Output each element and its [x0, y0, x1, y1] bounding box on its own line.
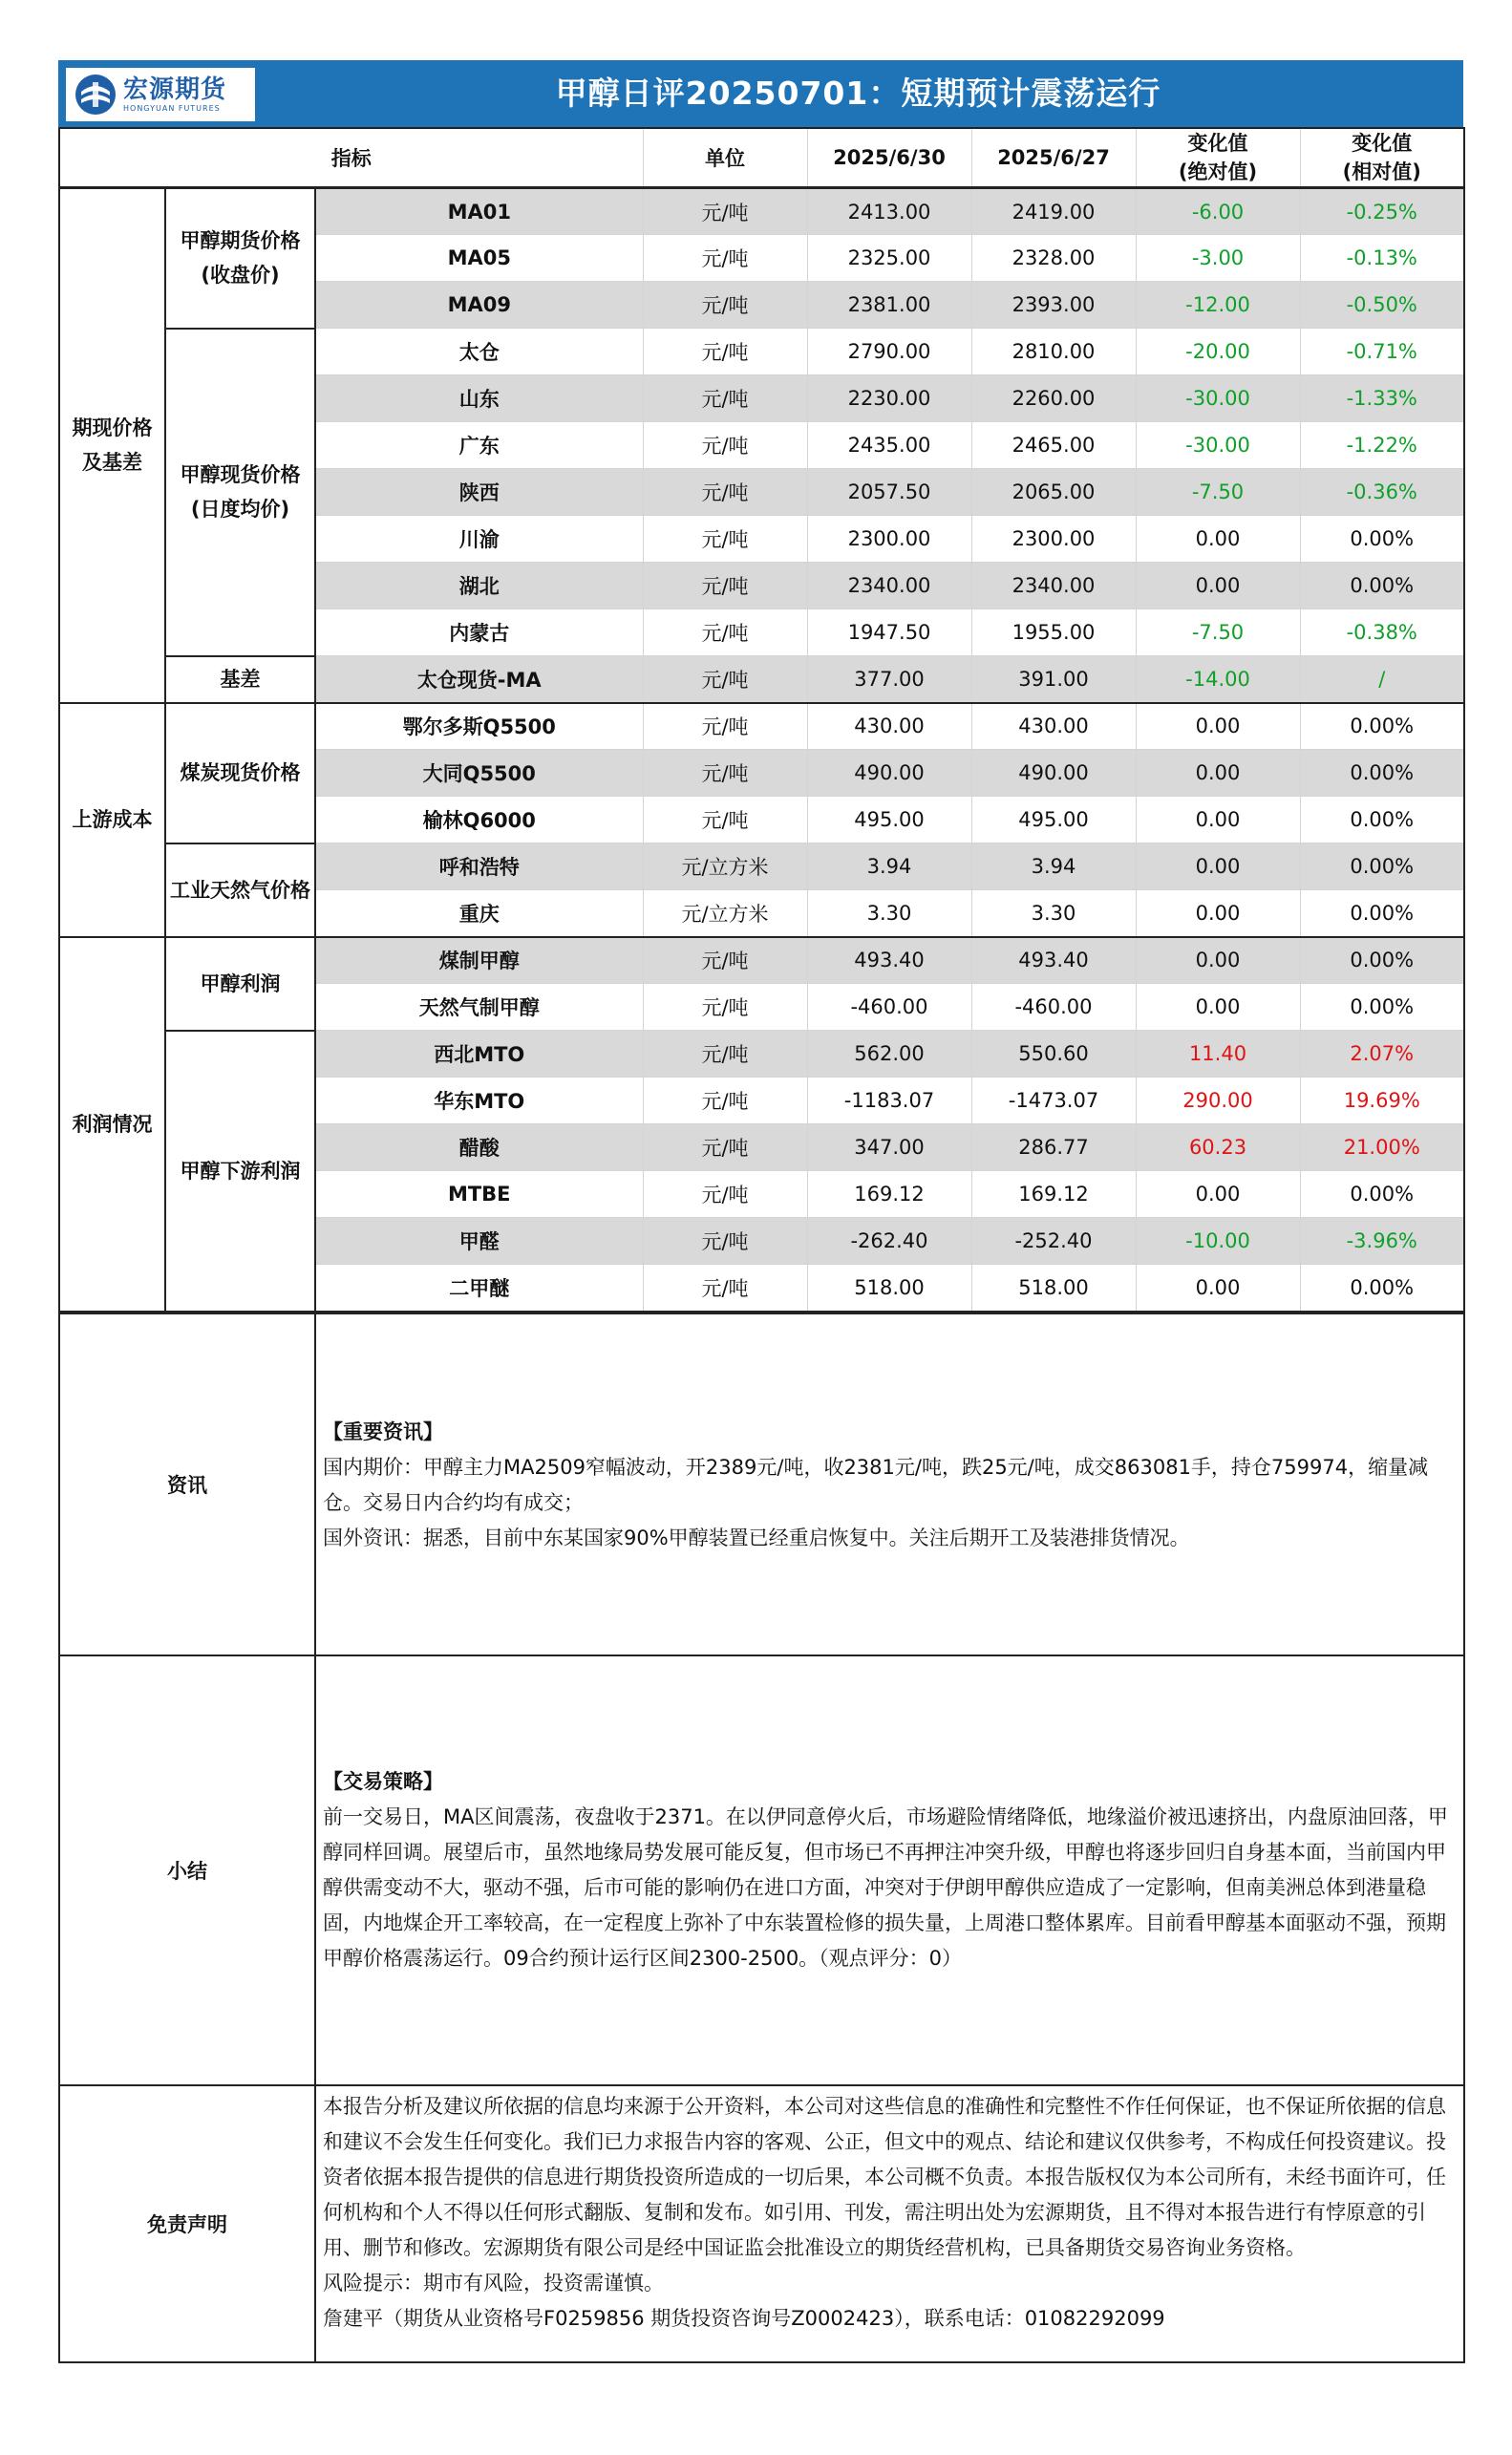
value-date2: 2465.00	[971, 422, 1136, 469]
summary-text: 前一交易日，MA区间震荡，夜盘收于2371。在以伊同意停火后，市场避险情绪降低，地缘溢价被迅速挤出，内盘原油回落，甲醇同样回调。展望后市，虽然地缘局势发展可能反复，但市场已不再押注冲突升级，甲醇也将逐步回归自身基本面，当前国内甲醇供需变动不大，驱动不强，后市可能的影响仍在进口方面，冲突对于伊朗甲醇供应造成了一定影响，但南美洲总体到港量稳固，内地煤企开工率较高，在一定程度上弥补了中东装置检修的损失量，上周港口整体累库。目前看甲醇基本面驱动不强，预期甲醇价格震荡运行。09合约预计运行区间2300-2500。（观点评分：0）	[323, 1804, 1448, 1970]
disclaimer-text: 本报告分析及建议所依据的信息均来源于公开资料，本公司对这些信息的准确性和完整性不作任何保证，也不保证所依据的信息和建议不会发生任何变化。我们已力求报告内容的客观、公正，但文中的观点、结论和建议仅供参考，不构成任何投资建议。投资者依据本报告提供的信息进行期货投资所造成的一切后果，本公司概不负责。本报告版权仅为本公司所有，未经书面许可，任何机构和个人不得以任何形式翻版、复制和发布。如引用、刊发，需注明出处为宏源期货，且不得对本报告进行有悖原意的引用、删节和修改。宏源期货有限公司是经中国证监会批准设立的期货经营机构，已具备期货交易咨询业务资格。	[323, 2094, 1446, 2259]
value-date1: 562.00	[807, 1031, 971, 1078]
unit-cell: 元/吨	[643, 469, 807, 516]
value-date2: 2419.00	[971, 188, 1136, 235]
change-rel: -0.71%	[1300, 329, 1464, 375]
change-rel: 0.00%	[1300, 1171, 1464, 1218]
indicator-name: MTBE	[315, 1171, 643, 1218]
indicator-name: 二甲醚	[315, 1265, 643, 1312]
unit-cell: 元/吨	[643, 656, 807, 703]
change-rel: 0.00%	[1300, 890, 1464, 937]
value-date2: 2340.00	[971, 563, 1136, 609]
indicator-name: 天然气制甲醇	[315, 984, 643, 1031]
change-abs: 0.00	[1136, 750, 1300, 797]
group-futures-price	[165, 188, 315, 329]
table-row	[59, 188, 1464, 235]
change-abs: 0.00	[1136, 890, 1300, 937]
change-abs: 0.00	[1136, 563, 1300, 609]
value-date1: 2340.00	[807, 563, 971, 609]
change-abs: 0.00	[1136, 937, 1300, 984]
indicator-name: 榆林Q6000	[315, 797, 643, 843]
group-futures-price-label: (收盘价)	[201, 264, 280, 288]
value-date2: 3.94	[971, 843, 1136, 890]
change-rel: 0.00%	[1300, 1265, 1464, 1312]
change-rel: 2.07%	[1300, 1031, 1464, 1078]
indicator-name: 太仓现货-MA	[315, 656, 643, 703]
group-profit: 利润情况	[59, 937, 165, 1312]
value-date2: 518.00	[971, 1265, 1136, 1312]
value-date2: 3.30	[971, 890, 1136, 937]
news-domestic: 国内期价：甲醇主力MA2509窄幅波动，开2389元/吨，收2381元/吨，跌25元/吨，成交863081手，持仓759974，缩量减仓。交易日内合约均有成交；	[323, 1455, 1429, 1514]
change-abs: -7.50	[1136, 609, 1300, 656]
news-content	[315, 1313, 1464, 1655]
change-abs-line1: 变化值	[1187, 132, 1248, 155]
group-basis-label: 基差	[220, 668, 261, 691]
group-spot-price	[165, 329, 315, 656]
change-abs: -30.00	[1136, 422, 1300, 469]
group-downstream-profit	[165, 1031, 315, 1312]
change-rel: -0.13%	[1300, 235, 1464, 282]
value-date1: 347.00	[807, 1124, 971, 1171]
value-date1: -1183.07	[807, 1078, 971, 1124]
value-date1: 2435.00	[807, 422, 971, 469]
change-rel: -3.96%	[1300, 1218, 1464, 1265]
value-date1: -262.40	[807, 1218, 971, 1265]
change-abs: -30.00	[1136, 375, 1300, 422]
change-rel: 0.00%	[1300, 750, 1464, 797]
indicator-name: 甲醛	[315, 1218, 643, 1265]
summary-section	[59, 1655, 1464, 2085]
indicator-name: 川渝	[315, 516, 643, 563]
indicator-name: 山东	[315, 375, 643, 422]
table-row	[59, 703, 1464, 750]
summary-label: 小结	[59, 1655, 315, 2085]
value-date1: 2790.00	[807, 329, 971, 375]
change-abs: 0.00	[1136, 843, 1300, 890]
change-rel: 0.00%	[1300, 703, 1464, 750]
unit-cell: 元/吨	[643, 563, 807, 609]
col-header-change-rel	[1300, 128, 1464, 188]
summary-heading: 【交易策略】	[323, 1769, 443, 1793]
value-date1: 493.40	[807, 937, 971, 984]
change-abs: -20.00	[1136, 329, 1300, 375]
analyst-info: 詹建平（期货从业资格号F0259856 期货投资咨询号Z0002423），联系电话：01082292099	[323, 2306, 1165, 2330]
indicator-name: 湖北	[315, 563, 643, 609]
value-date1: 2325.00	[807, 235, 971, 282]
indicator-name: 大同Q5500	[315, 750, 643, 797]
indicator-name: 华东MTO	[315, 1078, 643, 1124]
group-futures-price-label: 甲醇期货价格	[180, 229, 301, 253]
value-date2: 2393.00	[971, 282, 1136, 329]
unit-cell: 元/吨	[643, 703, 807, 750]
report-page	[58, 60, 1463, 2363]
group-basis	[165, 656, 315, 703]
change-abs: -7.50	[1136, 469, 1300, 516]
change-rel-line2: (相对值)	[1342, 160, 1421, 183]
value-date2: 1955.00	[971, 609, 1136, 656]
unit-cell: 元/吨	[643, 329, 807, 375]
value-date2: 2300.00	[971, 516, 1136, 563]
change-abs: 0.00	[1136, 1265, 1300, 1312]
disclaimer-section	[59, 2085, 1464, 2362]
unit-cell: 元/吨	[643, 1218, 807, 1265]
value-date1: 430.00	[807, 703, 971, 750]
indicator-name: 太仓	[315, 329, 643, 375]
group-coal-price	[165, 703, 315, 843]
group-spot-price-label: (日度均价)	[190, 498, 290, 521]
col-header-unit: 单位	[643, 128, 807, 188]
change-abs: -14.00	[1136, 656, 1300, 703]
table-row	[59, 656, 1464, 703]
change-rel: 0.00%	[1300, 984, 1464, 1031]
table-row	[59, 843, 1464, 890]
logo-name: 宏源期货	[123, 75, 227, 104]
unit-cell: 元/吨	[643, 1265, 807, 1312]
text-sections	[58, 1313, 1465, 2363]
change-abs: -3.00	[1136, 235, 1300, 282]
change-rel: -1.33%	[1300, 375, 1464, 422]
table-row	[59, 1031, 1464, 1078]
news-heading: 【重要资讯】	[323, 1420, 443, 1443]
change-abs: 0.00	[1136, 703, 1300, 750]
value-date1: 490.00	[807, 750, 971, 797]
value-date2: 2810.00	[971, 329, 1136, 375]
group-downstream-profit-label: 甲醇下游利润	[180, 1159, 301, 1183]
value-date2: 2065.00	[971, 469, 1136, 516]
value-date2: 550.60	[971, 1031, 1136, 1078]
group-price-basis: 期现价格及基差	[59, 188, 165, 703]
col-header-indicator: 指标	[59, 128, 643, 188]
change-rel: 0.00%	[1300, 797, 1464, 843]
change-abs: 60.23	[1136, 1124, 1300, 1171]
value-date1: -460.00	[807, 984, 971, 1031]
news-foreign: 国外资讯：据悉，目前中东某国家90%甲醇装置已经重启恢复中。关注后期开工及装港排货情况。	[323, 1526, 1190, 1549]
news-label: 资讯	[59, 1313, 315, 1655]
table-header	[59, 128, 1464, 188]
value-date1: 2381.00	[807, 282, 971, 329]
value-date2: 490.00	[971, 750, 1136, 797]
change-rel: 0.00%	[1300, 563, 1464, 609]
change-rel: -0.25%	[1300, 188, 1464, 235]
unit-cell: 元/吨	[643, 797, 807, 843]
indicator-name: 广东	[315, 422, 643, 469]
change-rel: -0.50%	[1300, 282, 1464, 329]
indicator-name: 醋酸	[315, 1124, 643, 1171]
group-spot-price-label: 甲醇现货价格	[180, 463, 301, 486]
change-abs: 11.40	[1136, 1031, 1300, 1078]
change-rel: 19.69%	[1300, 1078, 1464, 1124]
indicator-name: MA09	[315, 282, 643, 329]
indicator-name: MA05	[315, 235, 643, 282]
group-coal-price-label: 煤炭现货价格	[180, 761, 301, 784]
change-rel-line1: 变化值	[1352, 132, 1413, 155]
change-rel: 0.00%	[1300, 516, 1464, 563]
value-date1: 495.00	[807, 797, 971, 843]
value-date1: 377.00	[807, 656, 971, 703]
unit-cell: 元/吨	[643, 609, 807, 656]
indicator-name: 西北MTO	[315, 1031, 643, 1078]
title-bar	[58, 60, 1463, 127]
change-abs: 290.00	[1136, 1078, 1300, 1124]
value-date1: 518.00	[807, 1265, 971, 1312]
value-date2: 493.40	[971, 937, 1136, 984]
summary-content	[315, 1655, 1464, 2085]
indicator-name: MA01	[315, 188, 643, 235]
change-abs: -10.00	[1136, 1218, 1300, 1265]
unit-cell: 元/立方米	[643, 843, 807, 890]
change-rel: 21.00%	[1300, 1124, 1464, 1171]
value-date2: -252.40	[971, 1218, 1136, 1265]
unit-cell: 元/吨	[643, 235, 807, 282]
change-abs: 0.00	[1136, 1171, 1300, 1218]
change-abs: 0.00	[1136, 797, 1300, 843]
change-abs: -6.00	[1136, 188, 1300, 235]
group-methanol-profit-label: 甲醇利润	[200, 971, 281, 995]
value-date2: 391.00	[971, 656, 1136, 703]
company-logo	[66, 68, 255, 121]
group-methanol-profit	[165, 937, 315, 1031]
unit-cell: 元/吨	[643, 1171, 807, 1218]
value-date2: 2260.00	[971, 375, 1136, 422]
value-date2: 169.12	[971, 1171, 1136, 1218]
value-date1: 2300.00	[807, 516, 971, 563]
disclaimer-label: 免责声明	[59, 2085, 315, 2362]
change-rel: -0.36%	[1300, 469, 1464, 516]
indicator-name: 重庆	[315, 890, 643, 937]
indicator-name: 鄂尔多斯Q5500	[315, 703, 643, 750]
group-gas-price-label: 工业天然气价格	[170, 878, 310, 902]
value-date2: 495.00	[971, 797, 1136, 843]
unit-cell: 元/立方米	[643, 890, 807, 937]
logo-english: HONGYUAN FUTURES	[123, 104, 221, 113]
indicator-name: 内蒙古	[315, 609, 643, 656]
change-abs: 0.00	[1136, 516, 1300, 563]
value-date1: 169.12	[807, 1171, 971, 1218]
unit-cell: 元/吨	[643, 516, 807, 563]
col-header-date1: 2025/6/30	[807, 128, 971, 188]
change-abs-line2: (绝对值)	[1178, 160, 1258, 183]
change-abs: -12.00	[1136, 282, 1300, 329]
value-date2: 286.77	[971, 1124, 1136, 1171]
change-rel: /	[1300, 656, 1464, 703]
unit-cell: 元/吨	[643, 1031, 807, 1078]
change-rel: 0.00%	[1300, 937, 1464, 984]
unit-cell: 元/吨	[643, 984, 807, 1031]
table-row	[59, 329, 1464, 375]
logo-mark-icon	[74, 73, 117, 117]
unit-cell: 元/吨	[643, 375, 807, 422]
disclaimer-content	[315, 2085, 1464, 2362]
indicator-name: 煤制甲醇	[315, 937, 643, 984]
value-date1: 2230.00	[807, 375, 971, 422]
col-header-date2: 2025/6/27	[971, 128, 1136, 188]
change-rel: 0.00%	[1300, 843, 1464, 890]
indicator-name: 呼和浩特	[315, 843, 643, 890]
page-title: 甲醇日评20250701：短期预计震荡运行	[555, 75, 1161, 112]
value-date2: -1473.07	[971, 1078, 1136, 1124]
unit-cell: 元/吨	[643, 422, 807, 469]
unit-cell: 元/吨	[643, 1078, 807, 1124]
change-rel: -0.38%	[1300, 609, 1464, 656]
group-upstream-cost: 上游成本	[59, 703, 165, 937]
value-date2: -460.00	[971, 984, 1136, 1031]
value-date2: 430.00	[971, 703, 1136, 750]
change-abs: 0.00	[1136, 984, 1300, 1031]
unit-cell: 元/吨	[643, 282, 807, 329]
value-date1: 1947.50	[807, 609, 971, 656]
unit-cell: 元/吨	[643, 1124, 807, 1171]
unit-cell: 元/吨	[643, 750, 807, 797]
value-date1: 3.30	[807, 890, 971, 937]
table-row	[59, 937, 1464, 984]
unit-cell: 元/吨	[643, 188, 807, 235]
change-rel: -1.22%	[1300, 422, 1464, 469]
indicator-name: 陕西	[315, 469, 643, 516]
news-section	[59, 1313, 1464, 1655]
value-date1: 3.94	[807, 843, 971, 890]
group-gas-price	[165, 843, 315, 937]
indicator-table	[58, 127, 1465, 1313]
value-date1: 2057.50	[807, 469, 971, 516]
value-date1: 2413.00	[807, 188, 971, 235]
unit-cell: 元/吨	[643, 937, 807, 984]
col-header-change-abs	[1136, 128, 1300, 188]
risk-warning: 风险提示：期市有风险，投资需谨慎。	[323, 2271, 664, 2295]
value-date2: 2328.00	[971, 235, 1136, 282]
